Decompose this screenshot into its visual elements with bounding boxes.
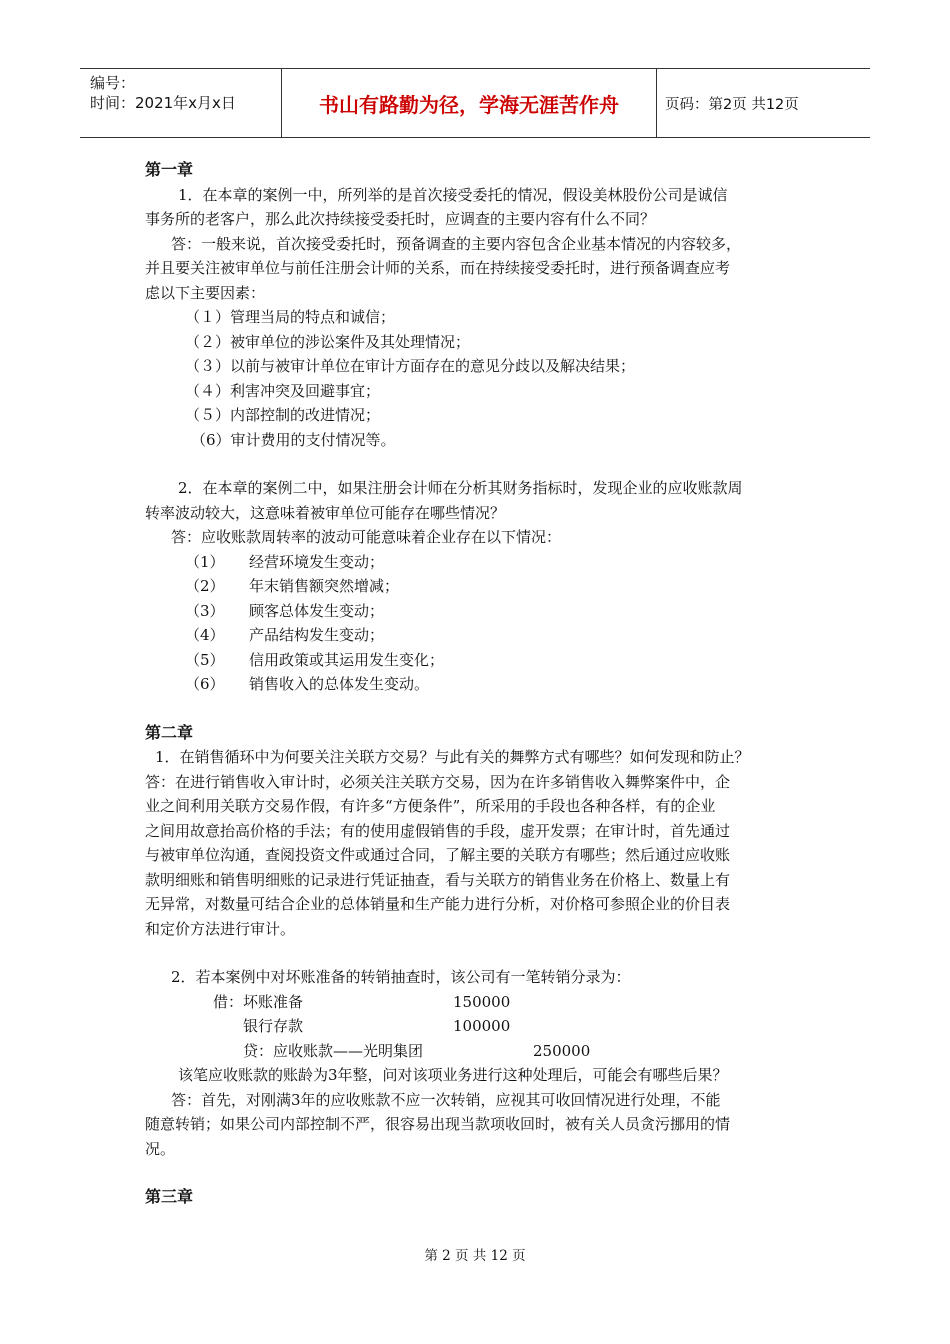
ch2-q2-follow: 该笔应收账款的账龄为3年整，问对该项业务进行这种处理后，可能会有哪些后果？ [178,1066,728,1084]
item-text: 信用政策或其运用发生变化； [249,650,445,669]
ch1-a1-item: （４）利害冲突及回避事宜； [185,381,381,400]
debit-1-label: 借：坏账准备 [213,992,304,1011]
item-number: （1） [185,552,225,571]
ch2-a2-line: 随意转销；如果公司内部控制不严，很容易出现当款项收回时，被有关人员贪污挪用的情 [145,1115,731,1133]
item-text: 经营环境发生变动； [249,552,385,571]
journal-entry-debit-2 [145,1014,820,1039]
item-number: （6） [185,675,225,693]
spacer [145,941,820,965]
ch1-q1-line: 事务所的老客户，那么此次持续接受委托时，应调查的主要内容有什么不同？ [145,210,656,228]
item-text: 销售收入的总体发生变动。 [249,675,430,693]
header-meta [80,69,282,137]
ch1-a1-line: 答：一般来说，首次接受委托时，预备调查的主要内容包含企业基本情况的内容较多， [171,234,742,253]
ch2-q1: 1．在销售循环中为何要关注关联方交易？与此有关的舞弊方式有哪些？如何发现和防止？ [155,748,750,766]
page-footer: 第 2 页 共 12 页 [424,1248,526,1264]
chapter-1-title: 第一章 [145,160,194,179]
spacer [145,1161,820,1185]
credit-amount: 250000 [533,1041,591,1060]
item-text: 年末销售额突然增减； [249,577,400,595]
ch1-q1-line: 1．在本章的案例一中，所列举的是首次接受委托的情况，假设美林股份公司是诚信 [178,185,728,204]
ch1-a1-item: （５）内部控制的改进情况； [185,406,381,424]
time-label: 时间：2021年x月x日 [90,94,236,112]
ch1-a1-line: 并且要关注被审单位与前任注册会计师的关系，而在持续接受委托时，进行预备调查应考 [145,259,731,277]
item-text: 顾客总体发生变动； [249,601,385,620]
spacer [145,452,820,476]
ch1-a1-item: （３）以前与被审计单位在审计方面存在的意见分歧以及解决结果； [185,357,636,375]
ch2-q2-line: 2．若本案例中对坏账准备的转销抽查时，该公司有一笔转销分录为： [171,968,631,986]
ch1-a2-item [145,672,820,697]
item-number: （2） [185,577,225,595]
ch1-a2-intro: 答：应收账款周转率的波动可能意味着企业存在以下情况： [171,528,562,546]
ch1-a1-item: （１）管理当局的特点和诚信； [185,308,396,326]
ch2-a1-line: 和定价方法进行审计。 [145,919,296,938]
header-motto: 书山有路勤为径，学海无涯苦作舟 [282,69,657,137]
ch2-a1-line: 之间用故意抬高价格的手法；有的使用虚假销售的手段，虚开发票；在审计时，首先通过 [145,821,731,840]
ch1-a2-item [145,574,820,599]
debit-1-amount: 150000 [453,992,511,1011]
debit-2-amount: 100000 [453,1017,511,1035]
ch1-a1-line: 虑以下主要因素： [145,283,266,302]
ch2-a2-line: 答：首先，对刚满3年的应收账款不应一次转销，应视其可收回情况进行处理，不能 [171,1090,721,1109]
item-number: （4） [185,626,225,644]
ch1-a2-item [145,623,820,648]
ch1-a2-item [145,550,820,575]
page-header [80,68,870,138]
journal-entry-debit-1 [145,990,820,1015]
ch2-a1-line: 款明细账和销售明细账的记录进行凭证抽查，看与关联方的销售业务在价格上、数量上有 [145,870,731,889]
ch2-a1-line: 业之间利用关联方交易作假，有许多“方便条件”，所采用的手段也各种各样，有的企业 [145,797,716,815]
ch1-q2-line: 转率波动较大，这意味着被审单位可能存在哪些情况？ [145,503,506,522]
ch2-a2-line: 况。 [145,1139,176,1158]
item-number: （5） [185,650,225,669]
ch1-a1-item: （２）被审单位的涉讼案件及其处理情况； [185,332,471,351]
ch1-q2-line: 2．在本章的案例二中，如果注册会计师在分析其财务指标时，发现企业的应收账款周 [178,479,743,497]
chapter-3-title: 第三章 [145,1187,194,1206]
journal-entry-credit [145,1039,820,1064]
chapter-2-title: 第二章 [145,722,194,742]
ch2-a1-line: 答：在进行销售收入审计时，必须关注关联方交易，因为在许多销售收入舞弊案件中，企 [145,772,731,791]
document-body [145,158,820,1210]
number-label: 编号： [90,74,136,92]
header-page-info: 页码：第2页 共12页 [665,96,799,113]
ch2-a1-line: 无异常，对数量可结合企业的总体销量和生产能力进行分析，对价格可参照企业的价目表 [145,895,731,913]
ch2-a1-line: 与被审单位沟通，查阅投资文件或通过合同，了解主要的关联方有哪些；然后通过应收账 [145,846,731,864]
credit-label: 贷：应收账款——光明集团 [243,1041,424,1060]
debit-2-label: 银行存款 [243,1017,304,1035]
item-number: （3） [185,601,225,620]
spacer [145,697,820,721]
ch1-a1-item: （6）审计费用的支付情况等。 [191,430,396,449]
ch1-a2-item [145,648,820,673]
ch1-a2-item [145,599,820,624]
item-text: 产品结构发生变动； [249,626,385,644]
